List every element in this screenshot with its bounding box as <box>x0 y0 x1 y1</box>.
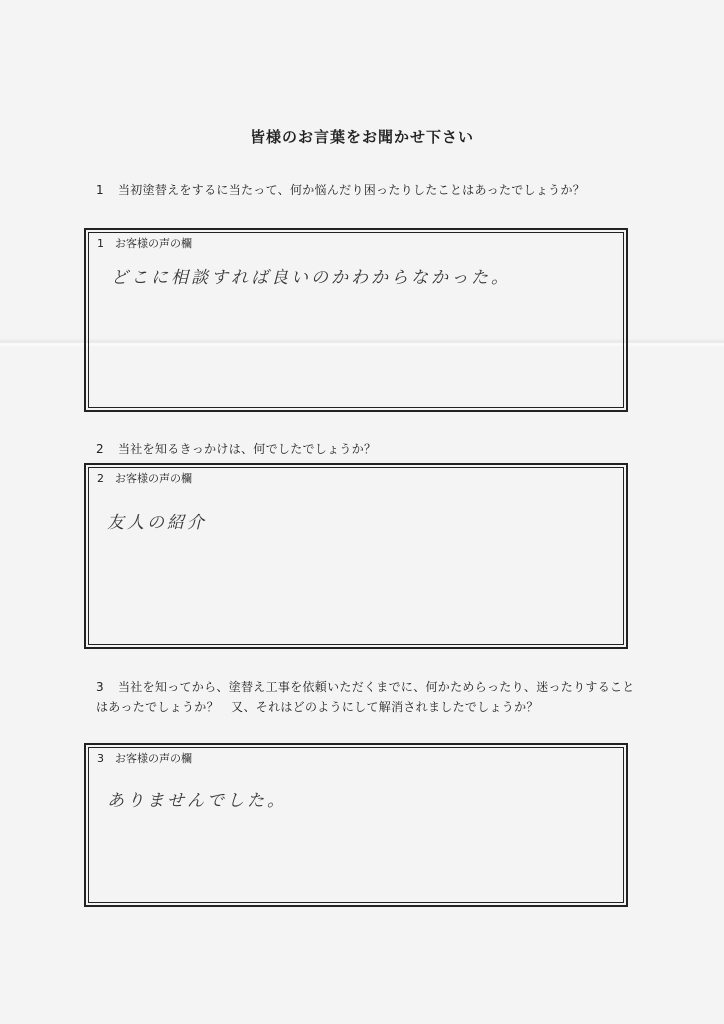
answer-box-label <box>97 235 192 251</box>
question-text: 当社を知ってから、塗替え工事を依頼いただくまでに、何かためらったり、迷ったりすることはあったでしょうか？ 又、それはどのようにして解消されましたでしょうか？ <box>96 680 635 714</box>
handwritten-answer: ありませんでした。 <box>107 791 287 811</box>
answer-box-1 <box>84 228 628 412</box>
handwritten-answer: どこに相談すれば良いのかわからなかった。 <box>111 268 511 288</box>
answer-box-frame <box>88 232 624 408</box>
answer-box-2 <box>84 463 628 649</box>
question-3 <box>96 677 636 717</box>
question-text: 当初塗替えをするに当たって、何か悩んだり困ったりしたことはあったでしょうか？ <box>118 183 586 197</box>
box-label-text: お客様の声の欄 <box>115 752 192 765</box>
box-label-text: お客様の声の欄 <box>115 237 192 250</box>
answer-box-frame <box>88 747 624 903</box>
handwritten-answer: 友人の紹介 <box>107 513 207 533</box>
question-number: 2 <box>96 442 104 456</box>
answer-box-label <box>97 470 192 486</box>
box-number: 1 <box>97 237 104 250</box>
question-2 <box>96 439 636 460</box>
question-text: 当社を知るきっかけは、何でしたでしょうか？ <box>118 442 377 456</box>
answer-box-3 <box>84 743 628 907</box>
answer-box-frame <box>88 467 624 645</box>
question-number: 1 <box>96 183 104 197</box>
question-1 <box>96 180 636 201</box>
box-label-text: お客様の声の欄 <box>115 472 192 485</box>
answer-box-label <box>97 750 192 766</box>
question-number: 3 <box>96 680 104 694</box>
box-number: 3 <box>97 752 104 765</box>
page-title: 皆様のお言葉をお聞かせ下さい <box>249 128 474 146</box>
box-number: 2 <box>97 472 104 485</box>
